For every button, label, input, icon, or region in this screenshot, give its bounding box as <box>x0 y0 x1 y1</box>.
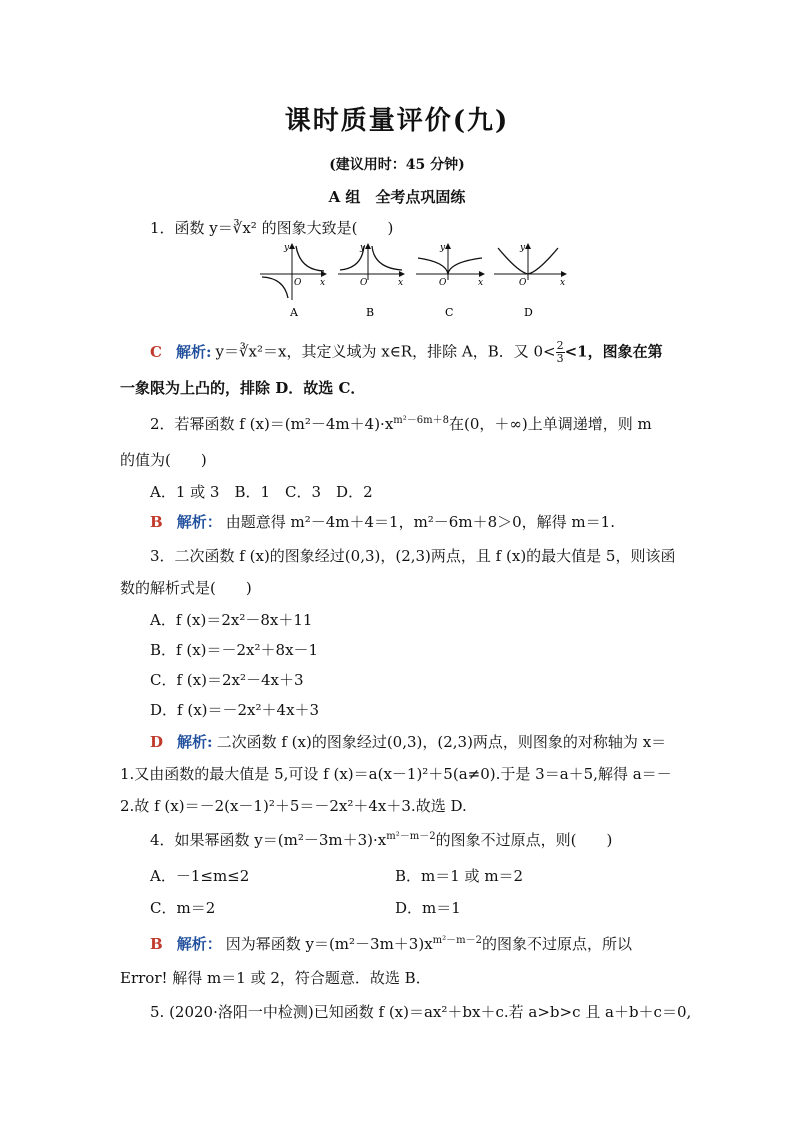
q3-option-b: B．f (x)＝－2x²＋8x－1 <box>150 641 319 659</box>
q4-stem: 4．如果幂函数 $y=(m^2-3m+3)\cdot x^{m^2-m-2}$的图象不过原点，则( ) <box>150 831 613 849</box>
graph-c-origin-label: O <box>439 278 447 288</box>
q4-option-a: A．－1≤m≤2 <box>150 867 250 885</box>
graph-c-y-label: y <box>440 243 446 253</box>
q3-analysis-label: 解析: <box>177 733 213 751</box>
q4-answer: B <box>150 935 163 953</box>
q5-stem: 5. (2020·洛阳一中检测)已知函数 f (x)＝ax²＋bx＋c.若 a>b>c 且 a＋b＋c＝0, <box>150 1003 692 1021</box>
q3-solution-line-3: 2.故 f (x)＝－2(x－1)²＋5＝－2x²＋4x＋3.故选 D. <box>120 797 467 815</box>
q2-answer: B <box>150 513 163 531</box>
graph-d-origin-label: O <box>519 278 527 288</box>
graph-b-label: B <box>366 306 375 318</box>
q1-solution-line-1: C 解析: y＝∛x²＝x，其定义域为 x∈R，排除 A，B．又 0< $\frac{2}{3}$ <1，图象在第 <box>150 339 663 365</box>
fraction-two-thirds: $\frac{2}{3}$ <box>556 339 564 365</box>
q2-analysis-label: 解析： <box>176 513 222 531</box>
graph-d-x-label: x <box>560 278 566 288</box>
q3-option-d: D．f (x)＝－2x²＋4x＋3 <box>150 701 320 719</box>
q1-graph-set <box>256 240 576 318</box>
time-suggestion: (建议用时：45 分钟) <box>329 157 465 173</box>
graph-b-origin-label: O <box>360 278 368 288</box>
graph-a-origin-label: O <box>294 278 302 288</box>
q4-option-d: D．m＝1 <box>395 899 461 917</box>
graph-b <box>338 243 404 318</box>
graph-a <box>260 243 326 318</box>
q4-option-b: B．m＝1 或 m＝2 <box>395 867 524 885</box>
q4-option-c: C．m＝2 <box>150 899 216 917</box>
graph-c <box>416 243 484 318</box>
q3-option-c: C．f (x)＝2x²－4x＋3 <box>150 671 304 689</box>
graph-a-label: A <box>290 306 298 318</box>
q1-stem: 1．函数 y＝∛x² 的图象大致是( ) <box>150 219 394 237</box>
q2-stem-line-2: 的值为( ) <box>120 451 207 469</box>
q2-options: A．1 或 3 B．1 C．3 D．2 <box>150 483 373 501</box>
graph-a-y-label: y <box>284 243 290 253</box>
graph-c-x-label: x <box>478 278 484 288</box>
q2-stem-line-1: 2．若幂函数 f $(x)=(m^2-4m+4)\cdot x^{m^2-6m+8}$在(0，＋∞)上单调递增，则 m <box>150 415 652 433</box>
graph-b-y-label: y <box>360 243 366 253</box>
q3-answer: D <box>150 733 164 751</box>
graph-d <box>494 243 566 318</box>
graph-b-x-label: x <box>398 278 404 288</box>
graph-d-label: D <box>524 306 533 318</box>
q1-answer: C <box>150 342 162 361</box>
q1-figures <box>256 240 576 318</box>
q1-analysis-label: 解析: <box>175 342 212 361</box>
graph-d-y-label: y <box>520 243 526 253</box>
page-title: 课时质量评价(九) <box>284 106 510 136</box>
graph-a-x-label: x <box>320 278 326 288</box>
q4-analysis-label: 解析： <box>176 935 222 953</box>
q3-option-a: A．f (x)＝2x²－8x＋11 <box>150 611 313 629</box>
q2-solution: B 解析： 由题意得 m²－4m＋4＝1，m²－6m＋8＞0，解得 m＝1. <box>150 513 615 531</box>
q3-solution-line-2: 1.又由函数的最大值是 5,可设 f (x)＝a(x－1)²＋5(a≠0).于是 3＝a＋5,解得 a＝－ <box>120 765 672 783</box>
q4-solution-line-1: B 解析： 因为幂函数 $y=(m^2-3m+3)x^{m^2-m-2}$的图象不过原点，所以 <box>150 935 633 953</box>
q3-stem-line-2: 数的解析式是( ) <box>120 579 252 597</box>
group-heading: A 组 全考点巩固练 <box>328 188 466 206</box>
q1-solution-line-2: 一象限为上凸的，排除 D．故选 C． <box>120 379 366 397</box>
q3-stem-line-1: 3．二次函数 f (x)的图象经过(0,3)，(2,3)两点，且 f (x)的最大值是 5，则该函 <box>150 547 676 565</box>
q4-solution-line-2: Error! 解得 m＝1 或 2，符合题意．故选 B． <box>120 969 431 987</box>
q3-solution-line-1: D 解析: 二次函数 f (x)的图象经过(0,3)，(2,3)两点，则图象的对称轴为 x＝ <box>150 733 667 751</box>
graph-c-label: C <box>445 306 454 318</box>
